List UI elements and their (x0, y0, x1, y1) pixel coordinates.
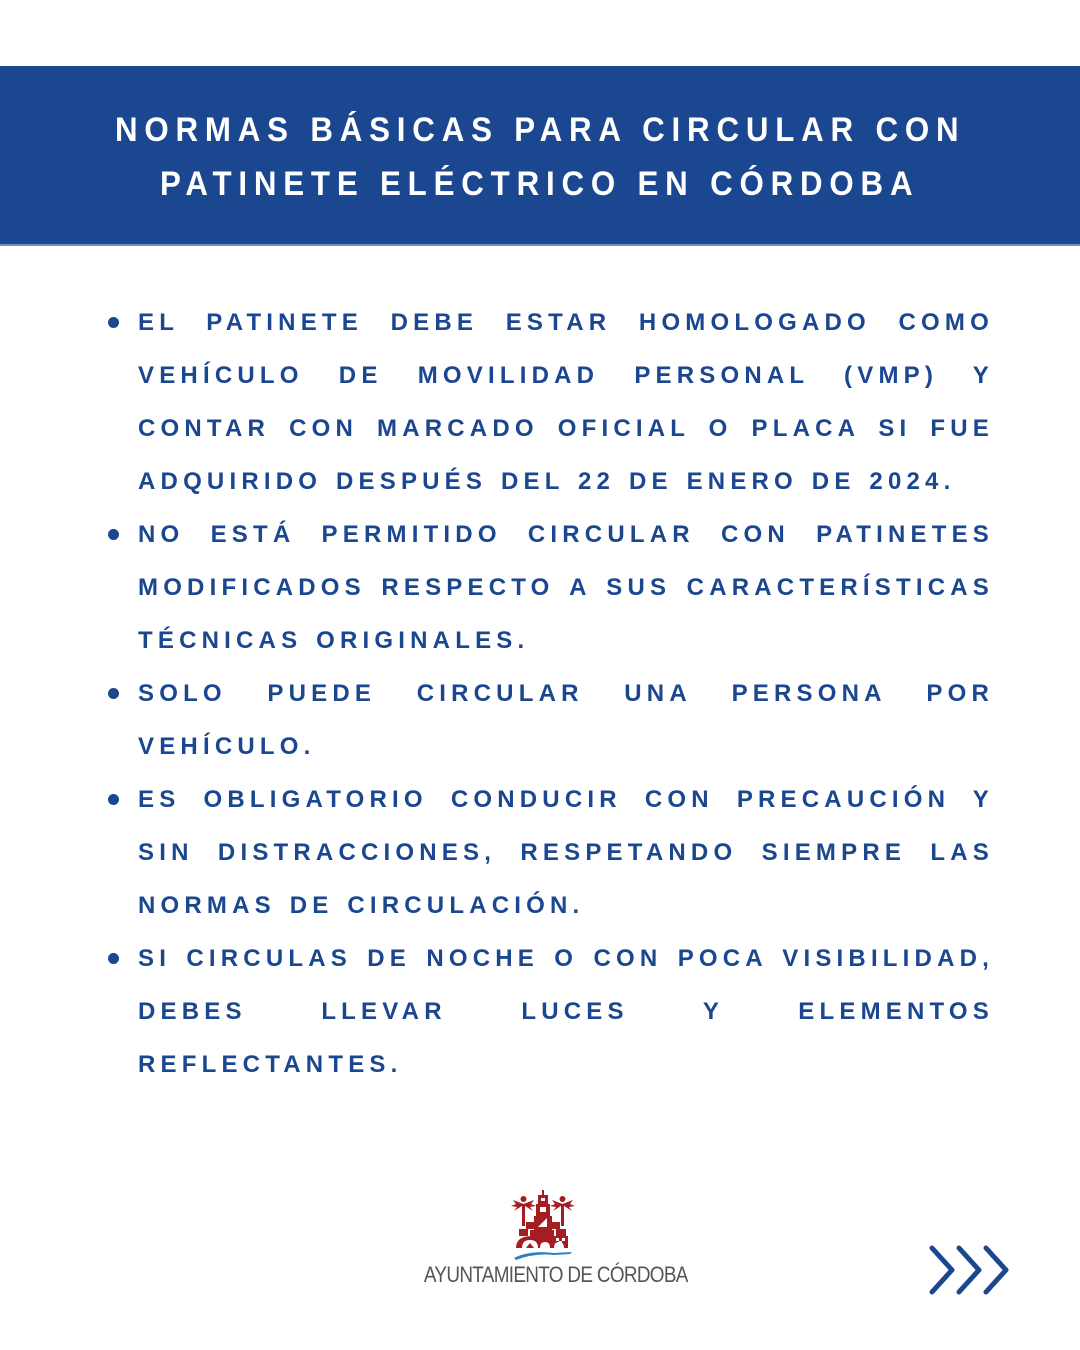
bullet-icon (108, 953, 119, 964)
rule-item (104, 667, 994, 773)
bullet-icon (108, 317, 119, 328)
city-emblem-icon (510, 1190, 576, 1262)
rule-text: SOLO PUEDE CIRCULAR UNA PERSONA POR VEHÍCULO. (138, 680, 994, 760)
rule-item (104, 932, 994, 1091)
rules-list (104, 296, 994, 1091)
rule-item (104, 296, 994, 508)
page-title (0, 66, 1080, 246)
rule-text: SI CIRCULAS DE NOCHE O CON POCA VISIBILIDAD, DEBES LLEVAR LUCES Y ELEMENTOS REFLECTANTES. (138, 945, 994, 1078)
page-title-line-2: PATINETE ELÉCTRICO EN CÓRDOBA (160, 165, 920, 203)
page-title-line-1: NORMAS BÁSICAS PARA CIRCULAR CON (114, 111, 966, 149)
logo-wordmark: AYUNTAMIENTO DE CÓRDOBA (423, 1262, 688, 1287)
rule-text: NO ESTÁ PERMITIDO CIRCULAR CON PATINETES MODIFICADOS RESPECTO A SUS CARACTERÍSTICAS TÉCNICAS ORIGINALES. (138, 521, 994, 654)
bullet-icon (108, 794, 119, 805)
bullet-icon (108, 688, 119, 699)
triple-chevron-right-icon[interactable] (928, 1244, 1014, 1296)
rule-item (104, 773, 994, 932)
ayuntamiento-cordoba-logo (405, 1190, 688, 1298)
rule-item (104, 508, 994, 667)
rule-text: EL PATINETE DEBE ESTAR HOMOLOGADO COMO VEHÍCULO DE MOVILIDAD PERSONAL (VMP) Y CONTAR CON MARCADO OFICIAL O PLACA SI FUE ADQUIRIDO DESPUÉS DEL 22 DE ENERO DE 2024. (138, 309, 994, 495)
bullet-icon (108, 529, 119, 540)
title-banner (0, 66, 1080, 246)
rule-text: ES OBLIGATORIO CONDUCIR CON PRECAUCIÓN Y SIN DISTRACCIONES, RESPETANDO SIEMPRE LAS NORMAS DE CIRCULACIÓN. (138, 786, 994, 919)
